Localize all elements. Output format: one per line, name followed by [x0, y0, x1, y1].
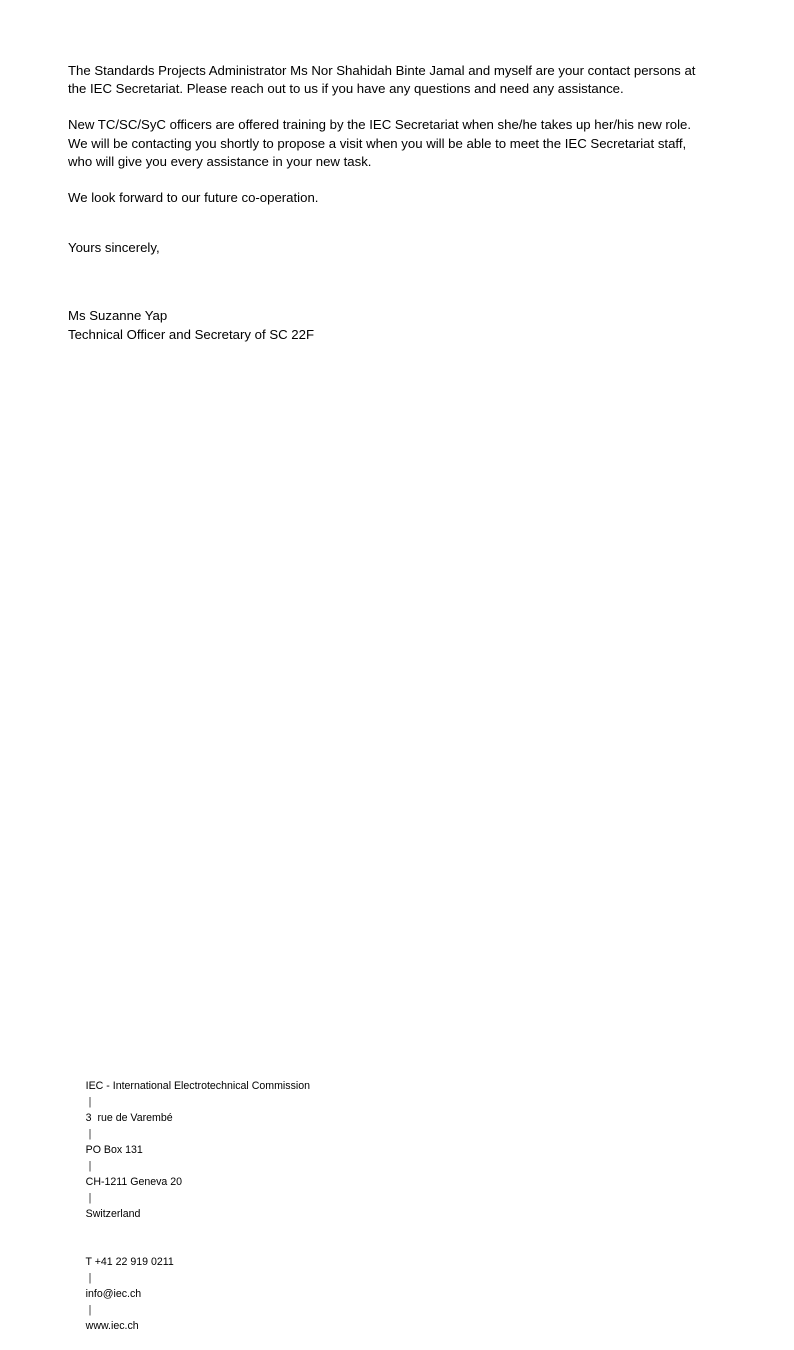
- footer-email-link[interactable]: info@iec.ch: [85, 1288, 142, 1300]
- signature-spacer: [68, 257, 713, 307]
- footer-separator-icon: |: [88, 1192, 92, 1204]
- paragraph-spacer: [68, 98, 713, 116]
- paragraph-officer-training: New TC/SC/SyC officers are offered training by the IEC Secretariat when she/he takes up her/his new role. We will be contacting you shortly to propose a visit when you will be able to meet the IEC Secretariat staff, who will give you every assistance in your new task.: [68, 117, 695, 169]
- footer-country: Switzerland: [85, 1208, 141, 1220]
- footer-organisation: IEC - International Electrotechnical Commission: [85, 1080, 310, 1092]
- closing-spacer: [68, 207, 713, 239]
- letter-body: [68, 62, 713, 344]
- footer-city: CH-1211 Geneva 20: [85, 1176, 183, 1188]
- footer-phone: T +41 22 919 0211: [85, 1256, 174, 1268]
- footer-separator-icon: |: [88, 1272, 92, 1284]
- footer-website-link[interactable]: www.iec.ch: [85, 1320, 139, 1332]
- footer-contact-line: [68, 1238, 728, 1350]
- paragraph-spacer: [68, 171, 713, 189]
- footer-pobox: PO Box 131: [85, 1144, 143, 1156]
- signature-name: Ms Suzanne Yap: [68, 308, 168, 324]
- footer-separator-icon: |: [88, 1160, 92, 1172]
- footer-separator-icon: |: [88, 1304, 92, 1316]
- footer-street: 3 rue de Varembé: [85, 1112, 173, 1124]
- footer-address-line: [68, 1062, 728, 1238]
- page-footer: [68, 1062, 728, 1350]
- closing-salutation: Yours sincerely,: [68, 240, 160, 256]
- paragraph-contact-persons: The Standards Projects Administrator Ms Nor Shahidah Binte Jamal and myself are your contact persons at the IEC Secretariat. Please reach out to us if you have any questions and need any assistance.: [68, 63, 700, 97]
- footer-separator-icon: |: [88, 1096, 92, 1108]
- signature-title: Technical Officer and Secretary of SC 22F: [68, 326, 315, 342]
- footer-separator-icon: |: [88, 1128, 92, 1140]
- paragraph-cooperation: We look forward to our future co-operation.: [68, 190, 319, 206]
